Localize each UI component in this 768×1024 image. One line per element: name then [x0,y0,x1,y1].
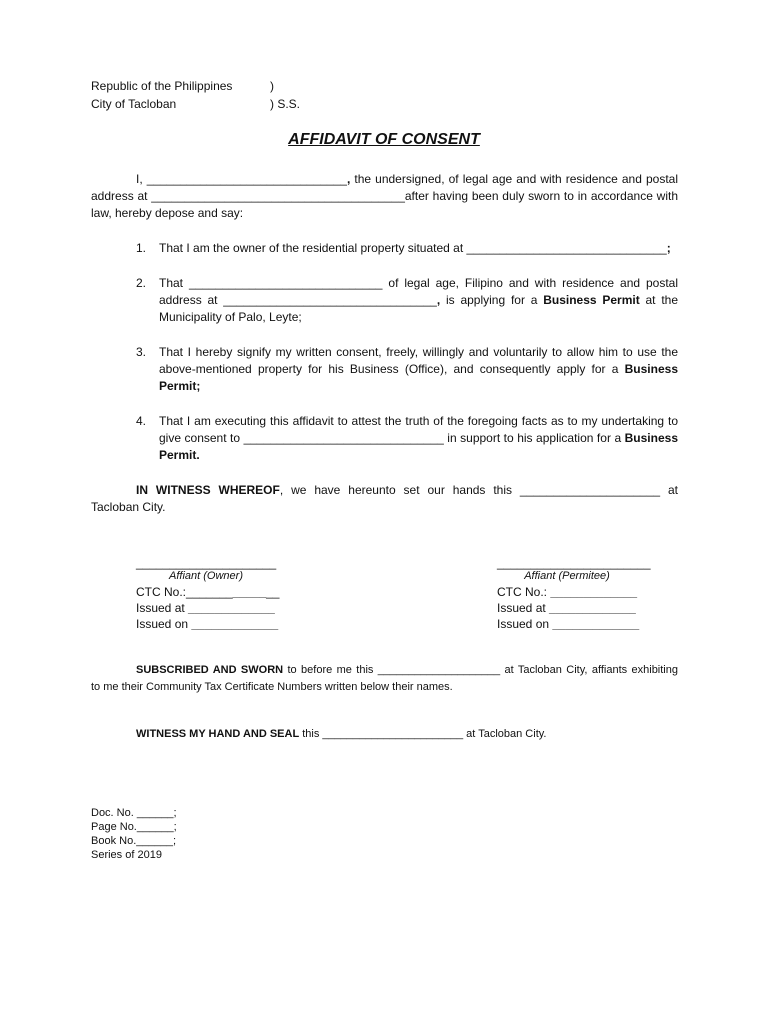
intro-paragraph [91,171,678,222]
item-3-line-3: Permit; [159,379,201,393]
item-4-line-3: Permit. [159,448,200,462]
permitee-issued-at [497,600,636,617]
permitee-ctc [497,584,637,601]
notary-doc-no: Doc. No. ______; [91,807,177,819]
item-2-line-1: That _____________________________ of legal age, Filipino and with residence and postal [159,276,678,290]
item-3-number: 3. [136,345,147,359]
permitee-issued-at-label: Issued at [497,601,550,615]
permitee-ctc-label: CTC No.: [497,585,551,599]
item-2-line-3: Municipality of Palo, Leyte; [159,310,302,324]
permitee-signature-line: _______________________ [497,556,651,570]
witness-line-1 [91,482,678,499]
subscribed-line-2: to me their Community Tax Certificate Numbers written below their names. [91,681,453,693]
subscribed-bold: SUBSCRIBED AND SWORN [136,664,284,676]
item-2-applying-text: is applying for a [440,293,544,307]
header-ss: ) S.S. [270,97,301,111]
permitee-issued-on [497,616,639,633]
item-3-line-1: That I hereby signify my written consent, freely, willingly and voluntarily to allow him to use the [159,345,678,359]
item-2-comma: , [436,293,441,307]
owner-issued-on [136,616,278,633]
witness-rest: , we have hereunto set our hands this _____________________ at [279,483,678,497]
item-4-body [159,413,678,464]
intro-line-1 [91,171,678,188]
witness-line-2: Tacloban City. [91,500,166,514]
item-2-line-2 [159,292,678,309]
item-4-line-2-text: give consent to ______________________________ in support to his application for a [159,431,625,445]
permitee-issued-on-label: Issued on [497,617,553,631]
intro-name-blank: I, ______________________________ [136,172,347,186]
owner-ctc-label: CTC No.: [136,585,187,599]
item-2-number: 2. [136,276,147,290]
item-4-line-2 [159,430,678,447]
header-republic-paren: ) [270,79,274,93]
permitee-issued-on-blank: _____________ [552,617,640,631]
seal-rest: this _______________________ at Tacloban City. [299,728,547,740]
item-3-line-2-text: above-mentioned property for his Business (Office), and consequently apply for a [159,362,625,376]
notary-page-no: Page No.______; [91,821,177,833]
owner-issued-at-label: Issued at [136,601,189,615]
item-2-body [159,275,678,326]
witness-bold: IN WITNESS WHEREOF [136,483,280,497]
owner-issued-on-label: Issued on [136,617,192,631]
document-title: AFFIDAVIT OF CONSENT [288,131,480,148]
owner-ctc-blank: _______ [186,585,233,599]
item-2-at-the: at the [639,293,678,307]
owner-issued-at-blank: _____________ [188,601,275,615]
subscribed-paragraph [91,662,678,696]
item-3-business: Business [624,362,678,376]
header-city: City of Tacloban [91,97,177,111]
item-1-body [159,240,678,257]
notary-series: Series of 2019 [91,849,162,861]
seal-bold: WITNESS MY HAND AND SEAL [136,728,300,740]
permitee-caption: Affiant (Permitee) [524,570,610,582]
item-2-address-blank: address at ________________________________ [159,293,437,307]
item-4-line-1: That I am executing this affidavit to attest the truth of the foregoing facts as to my undertaking to [159,414,678,428]
item-1-semicolon: ; [666,241,671,255]
item-3-line-2 [159,361,678,378]
item-1-number: 1. [136,241,147,255]
intro-line-3: law, hereby depose and say: [91,206,244,220]
item-4-business: Business [624,431,678,445]
item-1-text: That I am the owner of the residential property situated at ______________________________ [159,241,667,255]
intro-comma: , [346,172,351,186]
intro-line-1-rest: the undersigned, of legal age and with residence and postal [350,172,678,186]
permitee-issued-at-blank: _____________ [549,601,636,615]
header-republic: Republic of the Philippines [91,79,233,93]
witness-paragraph [91,482,678,516]
subscribed-line-1 [91,662,678,679]
item-3-body [159,344,678,395]
owner-signature-line: _____________________ [136,556,277,570]
owner-ctc-blank-bold: _____ [232,585,267,599]
notary-book-no: Book No.______; [91,835,177,847]
owner-ctc-blank-tail: __ [266,585,280,599]
owner-caption: Affiant (Owner) [169,570,243,582]
intro-line-2: address at ______________________________________after having been duly sworn to in accordance with [91,189,678,203]
item-4-number: 4. [136,414,147,428]
owner-ctc [136,584,279,601]
owner-issued-at [136,600,275,617]
seal-paragraph [136,726,546,743]
subscribed-rest: to before me this ____________________ at Tacloban City, affiants exhibiting [283,664,678,676]
item-2-business-permit: Business Permit [543,293,640,307]
permitee-ctc-blank: _____________ [550,585,638,599]
owner-issued-on-blank: _____________ [191,617,279,631]
